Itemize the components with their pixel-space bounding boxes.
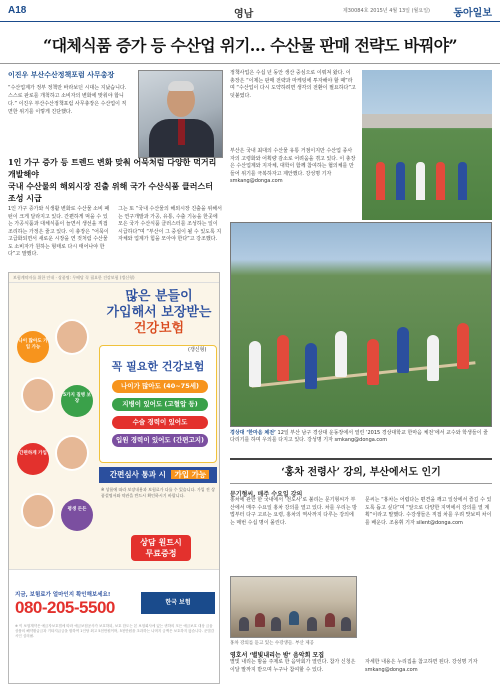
ad-product-title: 꼭 필요한 건강보험 bbox=[111, 360, 205, 373]
class-photo-caption: 홍차 강의를 듣고 있는 수강생들. 부산 제공 bbox=[230, 641, 314, 646]
ad-headline bbox=[101, 289, 217, 337]
ad-contact-section bbox=[9, 569, 220, 684]
interview-intro-text: “수산업계가 정부 정책만 바라보던 시대는 지났습니다. 스스로 판로를 개척하고 소비자의 변화에 맞춰야 합니다.” 이진우 부산수산정책포럼 사무총장은 수산업이 직면한 위기를 이렇게 진단했다. bbox=[8, 85, 127, 115]
ad-person-2 bbox=[21, 377, 55, 413]
main-headline: “대체식품 증가 등 수산업 위기… 수산물 판매 전략도 바꿔야” bbox=[0, 28, 500, 64]
interview-body-col1: 1인 가구 증가와 식생활 변화로 수산물 소비 패턴이 크게 달라지고 있다. 간편하게 먹을 수 있는 가공식품과 대체식품이 늘면서 생선을 직접 조리하는 가정은 줄고 있다. 이 총장은 “어묵이 고급화되면서 새로운 시장을 연 것처럼 수산물도 소비자가 원하는 형태로 다시 태어나야 한다”고 말했다. bbox=[8, 206, 110, 257]
interview-body-col2: 그는 또 “국내 수산물의 해외시장 진출을 위해서는 연구개발과 가공, 유통, 수출 기능을 한곳에 모은 국가 수산식품 클러스터를 조성하는 일이 시급하다”며 “부산이 그 중심이 될 수 있도록 지자체와 업계가 힘을 모아야 한다”고 강조했다. bbox=[118, 206, 222, 242]
page-header bbox=[0, 0, 500, 22]
ad-product-box bbox=[99, 345, 217, 463]
ad-item-4: 입원 경력이 있어도 (간편고지) bbox=[112, 434, 208, 447]
ad-fine-print: ※ 이 보험계약은 예금자보호법에 따라 예금보험공사가 보호하되, 보호 한도는 본 보험회사에 있는 귀하의 모든 예금보호 대상 금융상품의 해약환급금과 기타지급금을 합하여 1인당 최고 5천만원이며, 5천만원을 초과하는 나머지 금액은 보호하지 않습니다. 준법감시인 심의필. bbox=[15, 624, 215, 638]
issue-meta: 제30084호 2015년 4월 13일 (월요일) bbox=[342, 8, 430, 14]
ad-headline-3: 건강보험 bbox=[133, 321, 185, 336]
ad-headline-1: 많은 분들이 bbox=[125, 289, 193, 304]
ad-item-2: 지병이 있어도 (고혈압 등) bbox=[112, 398, 208, 411]
interview-subheadline: 1인 가구 증가 등 트렌드 변화 맞춰 어묵처럼 다양한 먹거리 개발해야 국내 수산물의 해외시장 진출 위해 국가 수산식품 클러스터 조성 시급 bbox=[8, 157, 217, 203]
page-number: A18 bbox=[8, 5, 27, 16]
insurance-ad[interactable] bbox=[8, 272, 220, 684]
section2-byline: 문기형씨, 매주 수요일 강의 bbox=[230, 491, 303, 498]
ad-people-photos bbox=[15, 313, 97, 538]
ad-exam-highlight: 가입 가능 bbox=[171, 470, 209, 479]
ad-bubble-4: 평생 든든 bbox=[61, 499, 93, 531]
ad-bubble-2: 5가지 질병 보장 bbox=[61, 385, 93, 417]
ad-item-3: 수술 경력이 있어도 bbox=[112, 416, 208, 429]
ad-person-3 bbox=[55, 435, 89, 471]
interview-name: 이진우 부산수산정책포럼 사무총장 bbox=[8, 71, 115, 79]
caption-text: 12일 부산 남구 경상대 운동장에서 열린 ‘2015 경상대학교 한마음 체전’에서 교수와 학생들이 줄다리기를 하며 우의를 다지고 있다. 강성명 기자 smkang@donga.com bbox=[230, 430, 488, 443]
section2-body-col2: 문씨는 “홍차는 어렵다는 편견을 깨고 일상에서 즐길 수 있도록 돕고 싶다”며 “앞으로 다양한 지역에서 강의를 열 계획”이라고 말했다. 수강생들은 직접 차를 우려 맛보며 차이를 배운다. 조용휘 기자 silent@donga.com bbox=[365, 497, 492, 526]
section2-body-col1: 홍차에 관한 한 국내에서 ‘전도사’로 불리는 문기형씨가 부산에서 매주 수요일 홍차 강의를 열고 있다. 차를 우리는 방법부터 다구 고르는 요령, 홍차의 역사까지 다루는 강의에는 매번 수십 명이 몰린다. bbox=[230, 497, 357, 526]
ad-phone-number[interactable]: 080-205-5500 bbox=[15, 598, 115, 617]
interview-intro bbox=[8, 70, 223, 116]
ad-exam-label: 간편심사 통과 시 bbox=[109, 470, 166, 479]
ad-person-1 bbox=[55, 319, 89, 355]
section2-subheadline: 영호서 ‘별빛내리는 밤’ 음악회 모집 bbox=[230, 652, 325, 659]
interview-body-col4: 부산은 국내 최대의 수산물 유통 거점이지만 수산업 종사자의 고령화와 어획량 감소로 어려움을 겪고 있다. 이 총장은 수산업계와 지자체, 대학이 함께 참여하는 협의체를 만들어 위기를 극복하자고 제안했다. 강성명 기자 smkang@donga.com bbox=[230, 148, 356, 184]
ad-bubble-3: 간편하게 가입 bbox=[17, 443, 49, 475]
ad-consult-line-1: 상담 원트시 bbox=[140, 538, 182, 547]
ad-consult-badge[interactable] bbox=[131, 535, 191, 561]
ad-consult-line-2: 무료증정 bbox=[145, 549, 177, 558]
interview-body-col3: 정책사업은 수십 년 동안 생산 중심으로 이뤄져 왔다. 이 총장은 “이제는 판매 전략과 마케팅에 투자해야 할 때”라며 “수산업이 다시 도약하려면 생각의 전환이 필요하다”고 덧붙였다. bbox=[230, 70, 356, 99]
section2-sub-col2: 자세한 내용은 누리집을 참고하면 된다. 강성명 기자 smkang@donga.com bbox=[365, 659, 478, 673]
ad-topline: 보험계약자를 위한 안내 · 상품명: 무배당 꼭 필요한 건강보험 (갱신형) bbox=[9, 273, 219, 283]
ad-headline-2: 가입해서 보장받는 bbox=[106, 305, 212, 320]
class-photo bbox=[230, 576, 357, 638]
ad-item-1: 나이가 많아도 (40~75세) bbox=[112, 380, 208, 393]
section2-sub-col1: 별빛 내리는 밤을 주제로 한 음악회가 열린다. 참가 신청은 이달 말까지 받으며 누구나 참여할 수 있다. bbox=[230, 659, 356, 673]
ad-product-badge: (갱신형) bbox=[188, 347, 207, 353]
ad-exam-banner bbox=[99, 467, 217, 483]
ad-person-4 bbox=[21, 493, 55, 529]
section2-headline: ‘홍차 전령사’ 강의, 부산에서도 인기 bbox=[230, 458, 492, 484]
ad-phone-label: 지금, 보험료가 얼마인지 확인해보세요! bbox=[15, 592, 111, 598]
ad-notes: ※ 상품에 따라 보장내용과 보험료가 다를 수 있습니다. 가입 전 상품설명서와 약관을 반드시 확인하시기 바랍니다. bbox=[101, 487, 215, 498]
stadium-photo bbox=[362, 70, 492, 220]
caption-label: 경상대 ‘한마음 체전’ bbox=[230, 430, 276, 436]
paper-logo: 동아일보 bbox=[453, 8, 492, 19]
event-photo-caption bbox=[230, 430, 492, 444]
interviewee-photo bbox=[138, 70, 223, 158]
ad-company-logo: 한국 보험 bbox=[141, 592, 215, 614]
section-name: 영남 bbox=[234, 9, 254, 20]
ad-bubble-1: 나이 많아도 가입 가능 bbox=[17, 331, 49, 363]
event-photo bbox=[230, 222, 492, 427]
